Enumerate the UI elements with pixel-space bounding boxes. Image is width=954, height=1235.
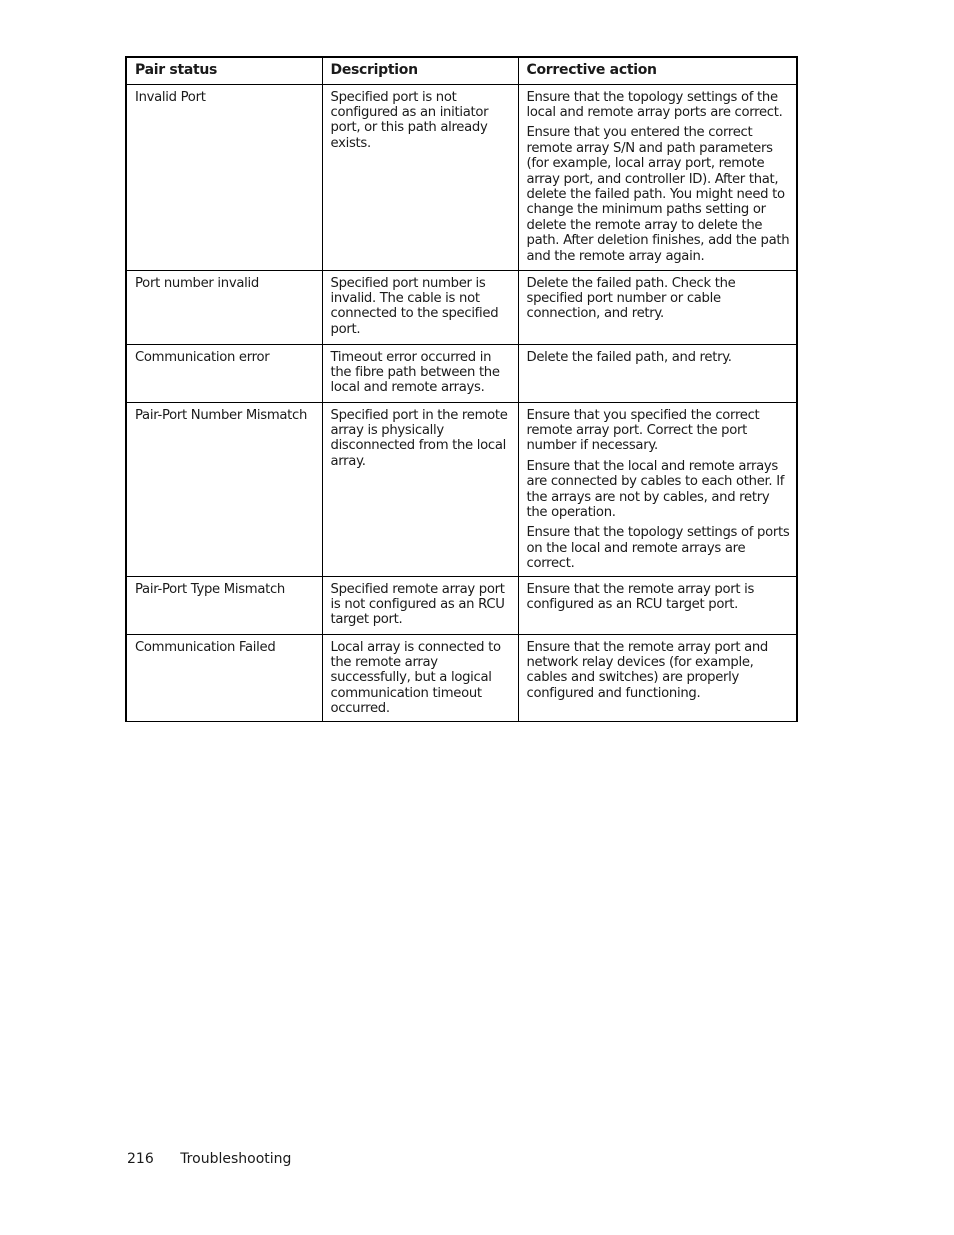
action-paragraph: Delete the failed path. Check the specified port number or cable connection, and retry. xyxy=(526,275,736,322)
header-pair-status: Pair status xyxy=(126,57,322,84)
description-cell: Specified port number is invalid. The cable is not connected to the specified port. xyxy=(322,270,518,344)
corrective-action-cell xyxy=(518,270,797,344)
pair-status-table xyxy=(125,56,798,722)
table-row xyxy=(126,576,797,634)
action-paragraph: Ensure that the topology settings of the local and remote array ports are correct. xyxy=(526,89,783,120)
header-description: Description xyxy=(322,57,518,84)
pair-status-cell: Pair-Port Number Mismatch xyxy=(126,402,322,576)
pair-status-cell: Port number invalid xyxy=(126,270,322,344)
corrective-action-cell xyxy=(518,634,797,721)
table-row xyxy=(126,270,797,344)
action-paragraph: Ensure that the remote array port and network relay devices (for example, cables and switches) are properly configured and functioning. xyxy=(526,639,769,701)
table-row xyxy=(126,402,797,576)
action-paragraph: Ensure that the topology settings of ports on the local and remote arrays are correct. xyxy=(526,525,790,572)
pair-status-cell: Invalid Port xyxy=(126,84,322,270)
table-header-row xyxy=(126,57,797,84)
header-corrective-action: Corrective action xyxy=(518,57,797,84)
action-paragraph: Ensure that the local and remote arrays are connected by cables to each other. If the arrays are not by cables, and retry the operation. xyxy=(526,458,785,520)
description-cell: Specified port is not configured as an initiator port, or this path already exists. xyxy=(322,84,518,270)
action-paragraph: Delete the failed path, and retry. xyxy=(526,349,732,365)
pair-status-cell: Communication Failed xyxy=(126,634,322,721)
page-number: 216 xyxy=(127,1151,154,1167)
action-paragraph: Ensure that you entered the correct remote array S/N and path parameters (for example, local array port, remote array port, and controller ID). After that, delete the failed path. You might need to change the minimum paths setting or delete the remote array to delete the path. After deletion finishes, add the path and the remote array again. xyxy=(526,125,790,264)
description-cell: Timeout error occurred in the fibre path between the local and remote arrays. xyxy=(322,344,518,402)
table-row xyxy=(126,84,797,270)
table-row xyxy=(126,634,797,721)
pair-status-cell: Pair-Port Type Mismatch xyxy=(126,576,322,634)
pair-status-cell: Communication error xyxy=(126,344,322,402)
description-cell: Local array is connected to the remote array successfully, but a logical communication timeout occurred. xyxy=(322,634,518,721)
description-cell: Specified port in the remote array is physically disconnected from the local array. xyxy=(322,402,518,576)
description-cell: Specified remote array port is not configured as an RCU target port. xyxy=(322,576,518,634)
page-footer xyxy=(127,1151,291,1167)
action-paragraph: Ensure that you specified the correct remote array port. Correct the port number if necessary. xyxy=(526,407,760,454)
action-paragraph: Ensure that the remote array port is configured as an RCU target port. xyxy=(526,581,755,612)
corrective-action-cell xyxy=(518,344,797,402)
section-title: Troubleshooting xyxy=(180,1151,292,1167)
corrective-action-cell xyxy=(518,576,797,634)
table-row xyxy=(126,344,797,402)
corrective-action-cell xyxy=(518,84,797,270)
corrective-action-cell xyxy=(518,402,797,576)
